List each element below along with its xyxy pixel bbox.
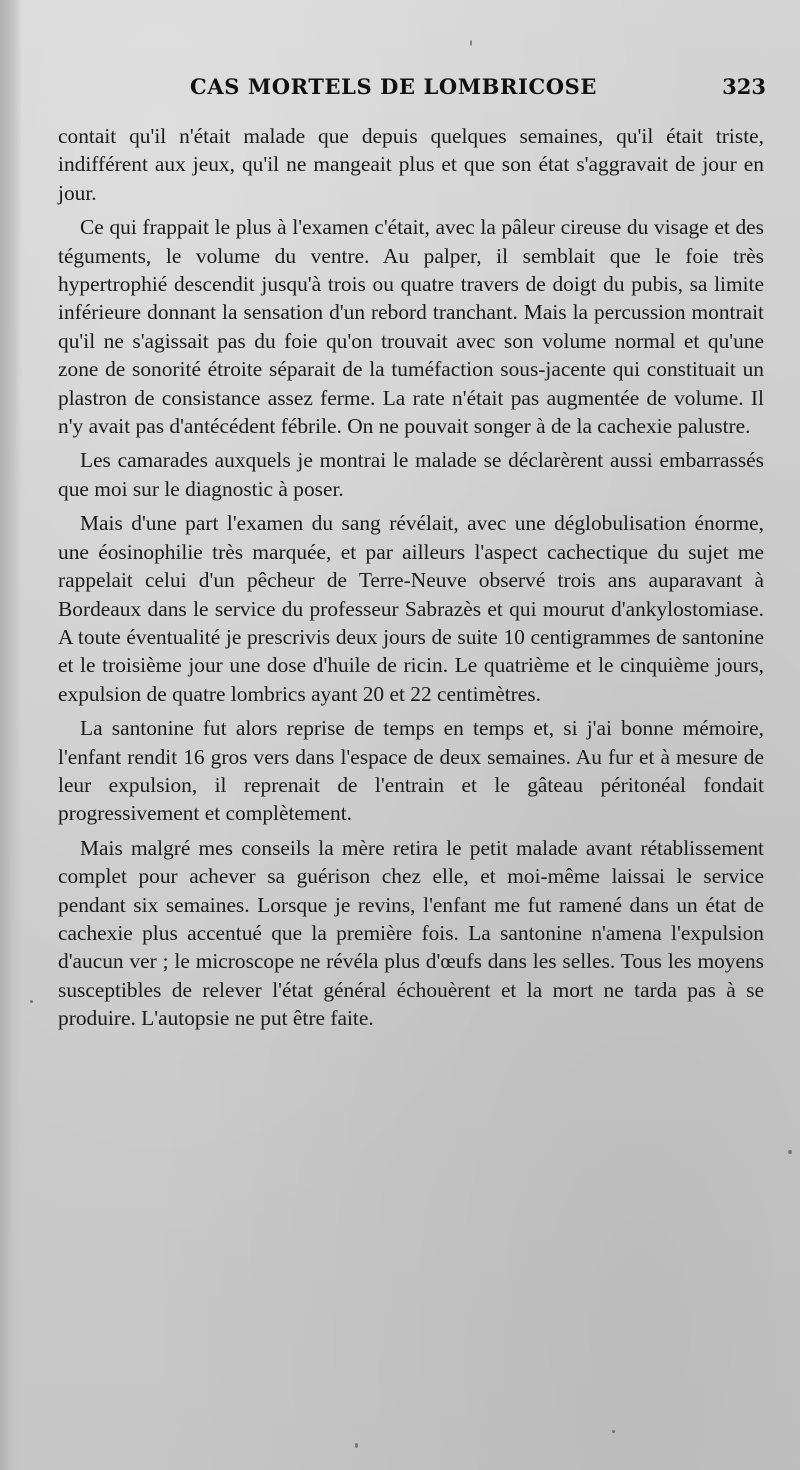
paragraph-6: Mais malgré mes conseils la mère retira le petit malade avant rétablissement complet pour achever sa guérison chez elle, et moi-même laissai le service pendant six semaines. Lorsque je revins, l'enfant me fut ramené dans un état de cachexie plus accentué que la première fois. La santonine n'amena l'expulsion d'aucun ver ; le microscope ne révéla plus d'œufs dans les selles. Tous les moyens susceptibles de relever l'état général échouèrent et la mort ne tarda pas à se produire. L'autopsie ne put être faite. <box>58 835 764 1031</box>
page-gutter-shadow <box>0 0 22 1470</box>
page-number: 323 <box>722 74 766 99</box>
paragraph-2: Ce qui frappait le plus à l'examen c'était, avec la pâleur cireuse du visage et des téguments, le volume du ventre. Au palper, il semblait que le foie très hypertrophié descendit jusqu'à trois ou quatre travers de doigt du pubis, sa limite inférieure donnant la sensation d'un rebord tranchant. Mais la percussion montrait qu'il ne s'agissait pas du foie qu'on trouvait avec son volume normal et qu'une zone de sonorité étroite séparait de la tuméfaction sous-jacente qui constituait un plastron de consistance assez ferme. La rate n'était pas augmentée de volume. Il n'y avait pas d'antécédent fébrile. On ne pouvait songer à de la cachexie palustre. <box>58 215 764 439</box>
ink-speck <box>788 1150 792 1154</box>
paragraph-1: contait qu'il n'était malade que depuis quelques semaines, qu'il était triste, indifférent aux jeux, qu'il ne mangeait plus et que son état s'aggravait de jour en jour. <box>58 124 764 205</box>
running-header <box>58 74 768 108</box>
running-title: CAS MORTELS DE LOMBRICOSE <box>190 74 598 99</box>
paragraph-4: Mais d'une part l'examen du sang révélait, avec une déglobulisation énorme, une éosinophilie très marquée, et par ailleurs l'aspect cachectique du sujet me rappelait celui d'un pêcheur de Terre-Neuve observé trois ans auparavant à Bordeaux dans le service du professeur Sabrazès et qui mourut d'ankylostomiase. A toute éventualité je prescrivis deux jours de suite 10 centigrammes de santonine et le troisième jour une dose d'huile de ricin. Le quatrième et le cinquième jours, expulsion de quatre lombrics ayant 20 et 22 centimètres. <box>58 511 764 706</box>
ink-speck <box>470 40 472 46</box>
ink-speck <box>30 1000 33 1003</box>
ink-speck <box>612 1430 615 1433</box>
paragraph-3: Les camarades auxquels je montrai le malade se déclarèrent aussi embarrassés que moi sur le diagnostic à poser. <box>58 448 764 501</box>
ink-speck <box>355 1443 358 1448</box>
paragraph-5: La santonine fut alors reprise de temps en temps et, si j'ai bonne mémoire, l'enfant rendit 16 gros vers dans l'espace de deux semaines. Au fur et à mesure de leur expulsion, il reprenait de l'entrain et le gâteau péritonéal fondait progressivement et complètement. <box>58 716 764 826</box>
body-text <box>58 122 764 1033</box>
